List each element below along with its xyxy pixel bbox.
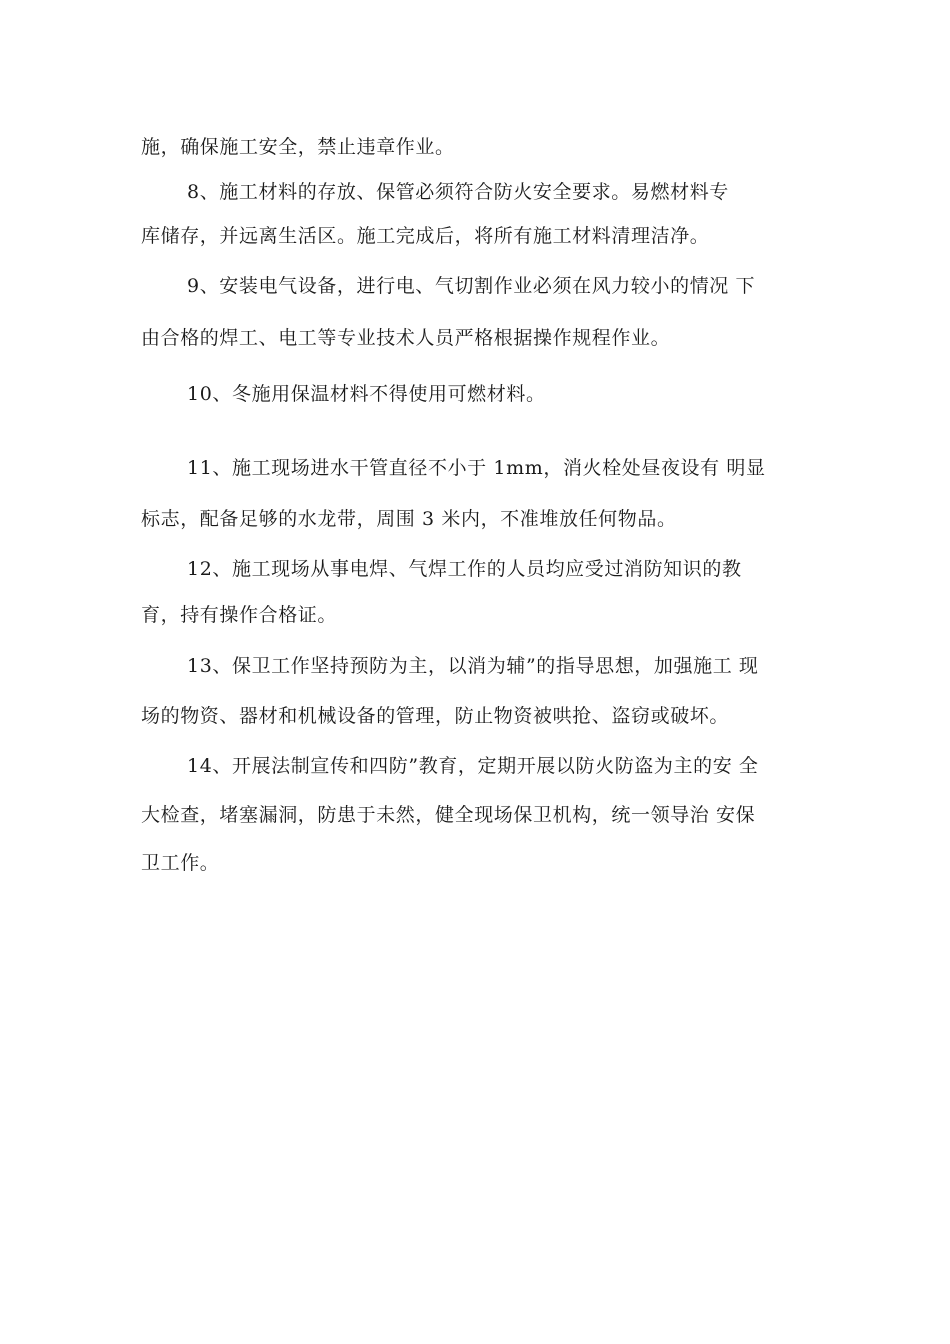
text-line-9: 12、施工现场从事电焊、气焊工作的人员均应受过消防知识的教 [187,558,742,580]
text-line-7: 11、施工现场进水干管直径不小于 1mm，消火栓处昼夜设有 明显 [187,457,766,479]
text-line-5: 由合格的焊工、电工等专业技术人员严格根据操作规程作业。 [141,327,671,349]
text-line-6: 10、冬施用保温材料不得使用可燃材料。 [187,383,546,405]
text-line-14: 大检查，堵塞漏洞，防患于未然，健全现场保卫机构，统一领导治 安保 [141,804,756,826]
text-line-12: 场的物资、器材和机械设备的管理，防止物资被哄抢、盗窃或破坏。 [141,705,730,727]
text-line-13: 14、开展法制宣传和四防”教育，定期开展以防火防盗为主的安 全 [187,755,759,777]
text-line-15: 卫工作。 [141,852,220,874]
text-line-1: 施，确保施工安全，禁止违章作业。 [141,136,455,158]
text-line-2: 8、施工材料的存放、保管必须符合防火安全要求。易燃材料专 [187,181,729,203]
text-line-8: 标志，配备足够的水龙带，周围 3 米内，不准堆放任何物品。 [141,508,677,530]
text-line-11: 13、保卫工作坚持预防为主，以消为辅”的指导思想，加强施工 现 [187,655,759,677]
text-line-4: 9、安装电气设备，进行电、气切割作业必须在风力较小的情况 下 [187,275,756,297]
text-line-10: 育，持有操作合格证。 [141,604,338,626]
text-line-3: 库储存，并远离生活区。施工完成后，将所有施工材料清理洁净。 [141,225,710,247]
